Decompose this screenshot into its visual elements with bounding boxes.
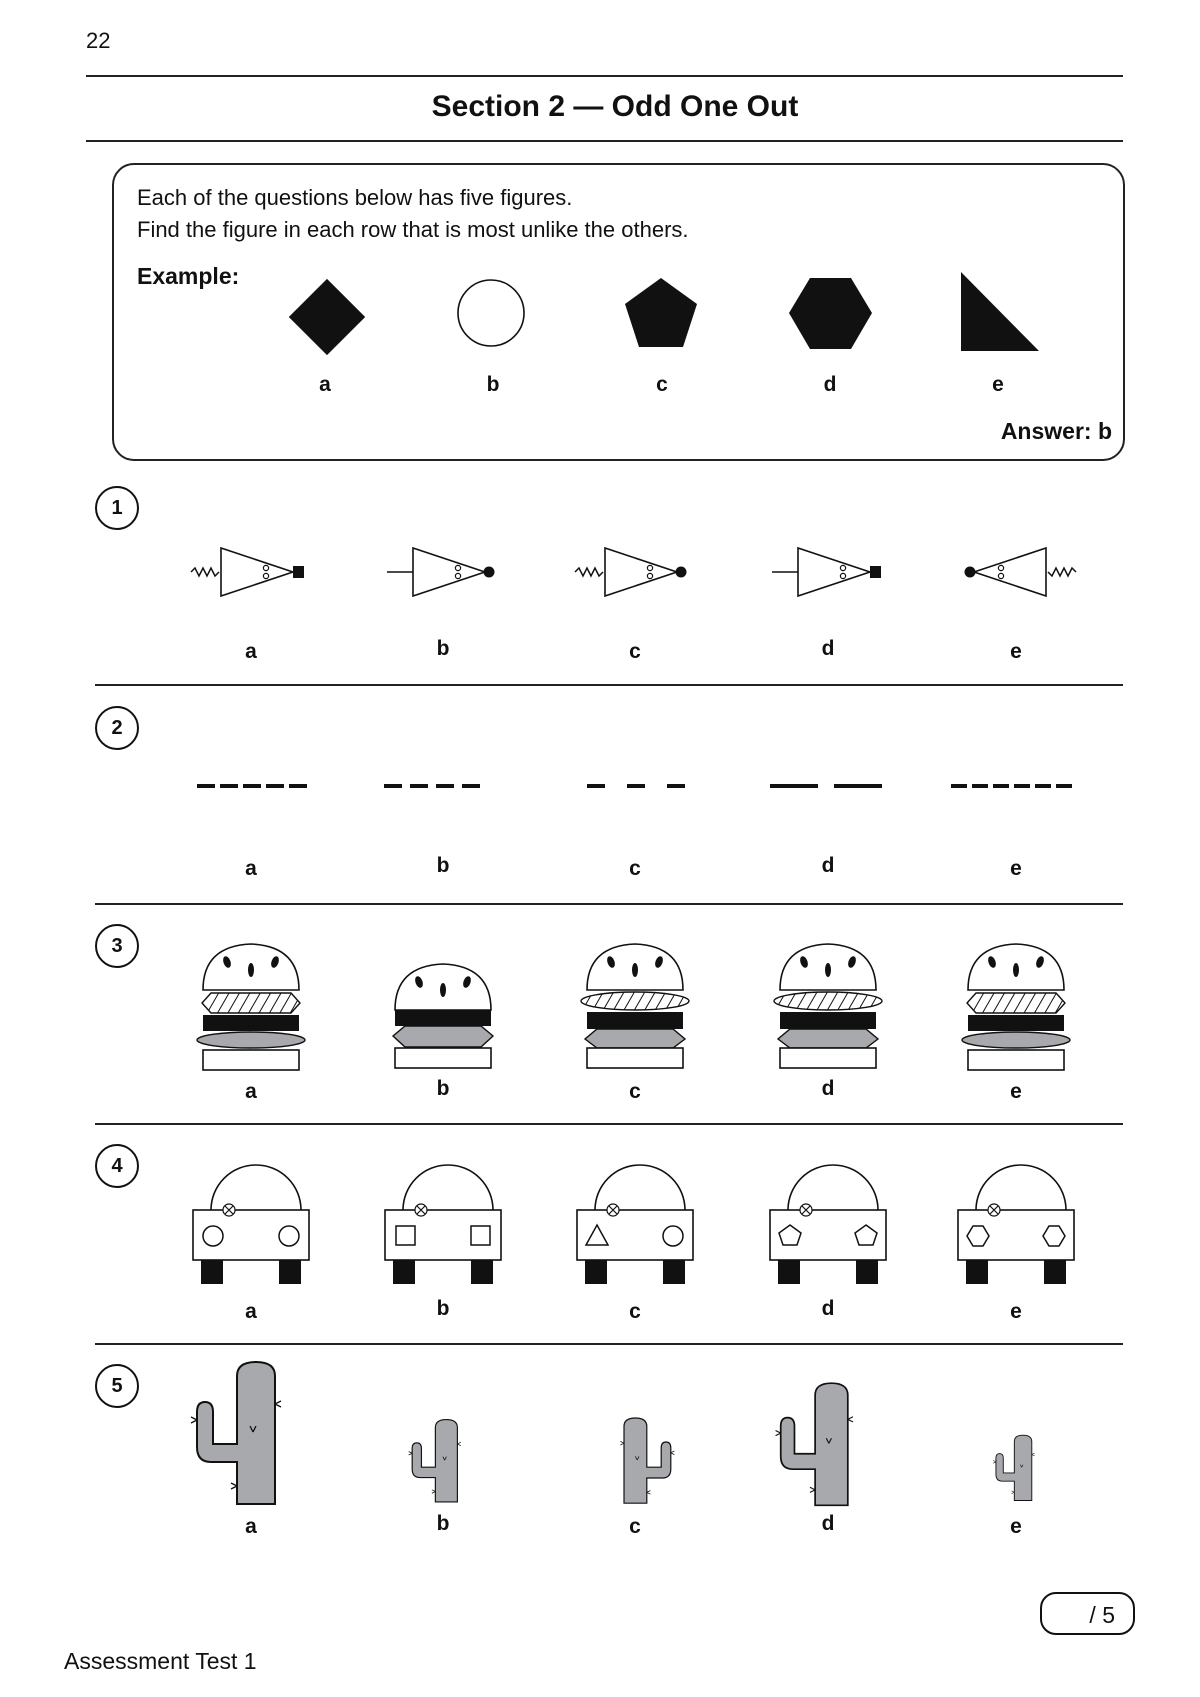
example-figure-d-hexagon [789,278,872,349]
page-title: Section 2 — Odd One Out [431,90,799,123]
q1-option-b[interactable]: b [436,637,450,660]
q1-figure-b [387,548,495,596]
q4-option-b[interactable]: b [436,1297,450,1320]
q3-option-a[interactable]: a [245,1080,257,1103]
q3-option-d[interactable]: d [821,1077,835,1100]
q1-figure-d [772,548,881,596]
example-letter-e: e [992,373,1004,396]
footer-text: Assessment Test 1 [64,1648,257,1674]
q5-figure-d [776,1383,853,1505]
q2-option-a[interactable]: a [245,857,257,880]
q1-figure-c [575,548,687,596]
q3-option-b[interactable]: b [436,1077,450,1100]
q4-option-d[interactable]: d [821,1297,835,1320]
question-number-2: 2 [95,706,139,750]
q5-figure-b [409,1420,461,1502]
example-letter-b: b [486,373,500,396]
q3-figure-c [581,944,689,1068]
q4-option-e[interactable]: e [1010,1300,1022,1323]
q4-figure-a [193,1165,309,1284]
q1-figure-e [965,548,1077,596]
q2-option-c[interactable]: c [629,857,641,880]
question-number-5: 5 [95,1364,139,1408]
q1-option-a[interactable]: a [245,640,257,663]
q4-figure-c [577,1165,693,1284]
q5-option-c[interactable]: c [629,1515,641,1538]
q1-figure-a [191,548,304,596]
q2-option-d[interactable]: d [821,854,835,877]
example-figure-b-circle [458,280,524,346]
q3-figure-a [197,944,305,1070]
divider [95,1123,1123,1125]
instruction-line-1: Each of the questions below has five figures. [137,185,573,210]
page-number: 22 [86,28,111,53]
q3-figure-b [393,964,493,1068]
q5-figure-c [620,1418,674,1503]
q5-option-b[interactable]: b [436,1512,450,1535]
q3-figure-e [962,944,1070,1070]
q4-option-a[interactable]: a [245,1300,257,1323]
q3-option-e[interactable]: e [1010,1080,1022,1103]
q1-option-d[interactable]: d [821,637,835,660]
example-letter-c: c [656,373,668,396]
divider [95,903,1123,905]
example-label: Example: [137,263,240,289]
q1-option-c[interactable]: c [629,640,641,663]
divider [95,1343,1123,1345]
q4-option-c[interactable]: c [629,1300,641,1323]
q4-figure-b [385,1165,501,1284]
divider [95,684,1123,686]
score-box: / 5 [1040,1592,1135,1635]
example-figure-c-pentagon [625,278,697,347]
q5-figure-e [993,1435,1034,1500]
instruction-line-2: Find the figure in each row that is most unlike the others. [137,217,689,242]
q5-figure-a [191,1362,281,1504]
example-letter-d: d [823,373,837,396]
q5-option-e[interactable]: e [1010,1515,1022,1538]
q3-option-c[interactable]: c [629,1080,641,1103]
example-answer: Answer: b [1000,418,1112,444]
q4-figure-e [958,1165,1074,1284]
q3-figure-d [774,944,882,1068]
q5-option-a[interactable]: a [245,1515,257,1538]
q4-figure-d [770,1165,886,1284]
q2-option-e[interactable]: e [1010,857,1022,880]
q5-option-d[interactable]: d [821,1512,835,1535]
example-figure-a-diamond [289,279,365,355]
example-letter-a: a [319,373,331,396]
example-figure-e-triangle [961,272,1039,351]
question-number-1: 1 [95,486,139,530]
question-number-4: 4 [95,1144,139,1188]
question-number-3: 3 [95,924,139,968]
q2-option-b[interactable]: b [436,854,450,877]
q1-option-e[interactable]: e [1010,640,1022,663]
